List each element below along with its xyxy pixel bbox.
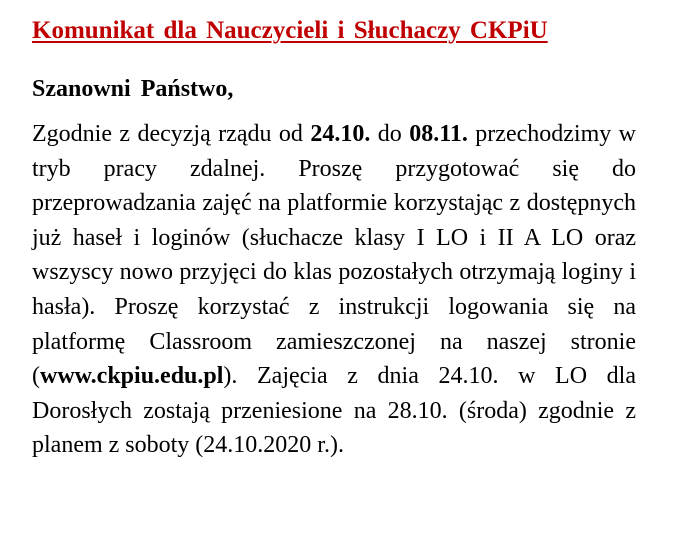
date-from: 24.10. [310, 121, 371, 147]
notice-title: Komunikat dla Nauczycieli i Słuchaczy CKPiU [32, 17, 548, 44]
body-text-part-2: do [370, 121, 410, 147]
body-text-part-1: Zgodnie z decyzją rządu od [32, 121, 311, 147]
website-address: www.ckpiu.edu.pl [40, 363, 224, 390]
body-text-part-4: ). Zajęcia z dnia 24.10. w LO dla Dorosłych zostają przeniesione na 28.10. (środa) zgodnie z planem z soboty (24.10.2020 r.). [32, 363, 636, 459]
date-to: 08.11. [409, 121, 468, 147]
body-text-part-3: przechodzimy w tryb pracy zdalnej. Proszę przygotować się do przeprowadzania zajęć na platformie korzystając z dostępnych już haseł i loginów (słuchacze klasy I LO i II A LO oraz wszyscy nowo przyjęci do klas pozostałych otrzymają loginy i hasła). Proszę korzystać z instrukcji logowania się na platformę Classroom zamieszczonej na naszej stronie ( [32, 121, 636, 390]
greeting: Szanowni Państwo, [32, 76, 234, 102]
notice-body [32, 117, 636, 463]
